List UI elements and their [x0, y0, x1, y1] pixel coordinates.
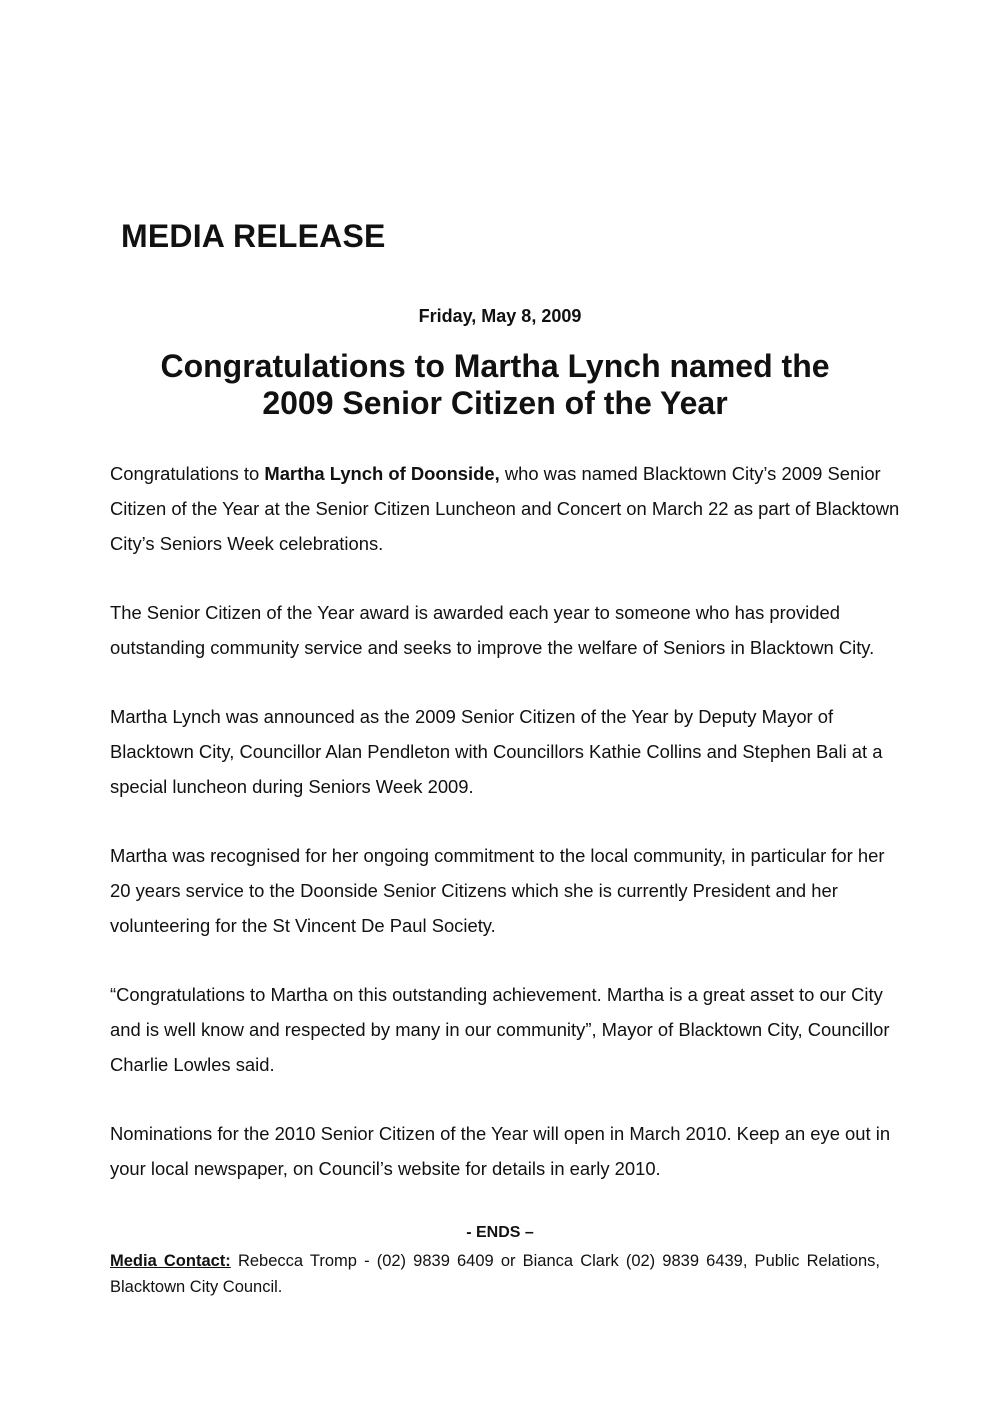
paragraph-1-intro: Congratulations to: [110, 463, 265, 484]
paragraph-5: “Congratulations to Martha on this outstanding achievement. Martha is a great asset to our City and is well know and respected by many in our community”, Mayor of Blacktown City, Councillor Charlie Lowles said.: [110, 984, 890, 1075]
ends-marker: - ENDS –: [466, 1224, 534, 1241]
headline-line-1: Congratulations to Martha Lynch named the: [160, 348, 830, 384]
release-date: Friday, May 8, 2009: [418, 306, 582, 326]
paragraph-1-bold-name: Martha Lynch of Doonside,: [264, 463, 500, 484]
media-contact-details: Rebecca Tromp - (02) 9839 6409 or Bianca Clark (02) 9839 6439, Public Relations, Blacktown City Council.: [110, 1252, 880, 1296]
body-text: [110, 456, 900, 1186]
document-label: MEDIA RELEASE: [121, 218, 386, 254]
media-contact-label: Media Contact:: [110, 1252, 231, 1270]
headline: [100, 348, 890, 422]
media-contact: [110, 1248, 880, 1300]
paragraph-6: Nominations for the 2010 Senior Citizen of the Year will open in March 2010. Keep an eye out in your local newspaper, on Council’s website for details in early 2010.: [110, 1123, 891, 1179]
paragraph-1-rest: who was named Blacktown City’s 2009 Senior Citizen of the Year at the Senior Citizen Luncheon and Concert on March 22 as part of Blacktown City’s Seniors Week celebrations.: [110, 463, 900, 554]
headline-line-2: 2009 Senior Citizen of the Year: [262, 385, 728, 421]
paragraph-3: Martha Lynch was announced as the 2009 Senior Citizen of the Year by Deputy Mayor of Blacktown City, Councillor Alan Pendleton with Councillors Kathie Collins and Stephen Bali at a special luncheon during Seniors Week 2009.: [110, 706, 883, 797]
paragraph-1: [110, 456, 900, 561]
paragraph-2: The Senior Citizen of the Year award is awarded each year to someone who has provided outstanding community service and seeks to improve the welfare of Seniors in Blacktown City.: [110, 602, 875, 658]
paragraph-4: Martha was recognised for her ongoing commitment to the local community, in particular for her 20 years service to the Doonside Senior Citizens which she is currently President and her volunteering for the St Vincent De Paul Society.: [110, 845, 885, 936]
